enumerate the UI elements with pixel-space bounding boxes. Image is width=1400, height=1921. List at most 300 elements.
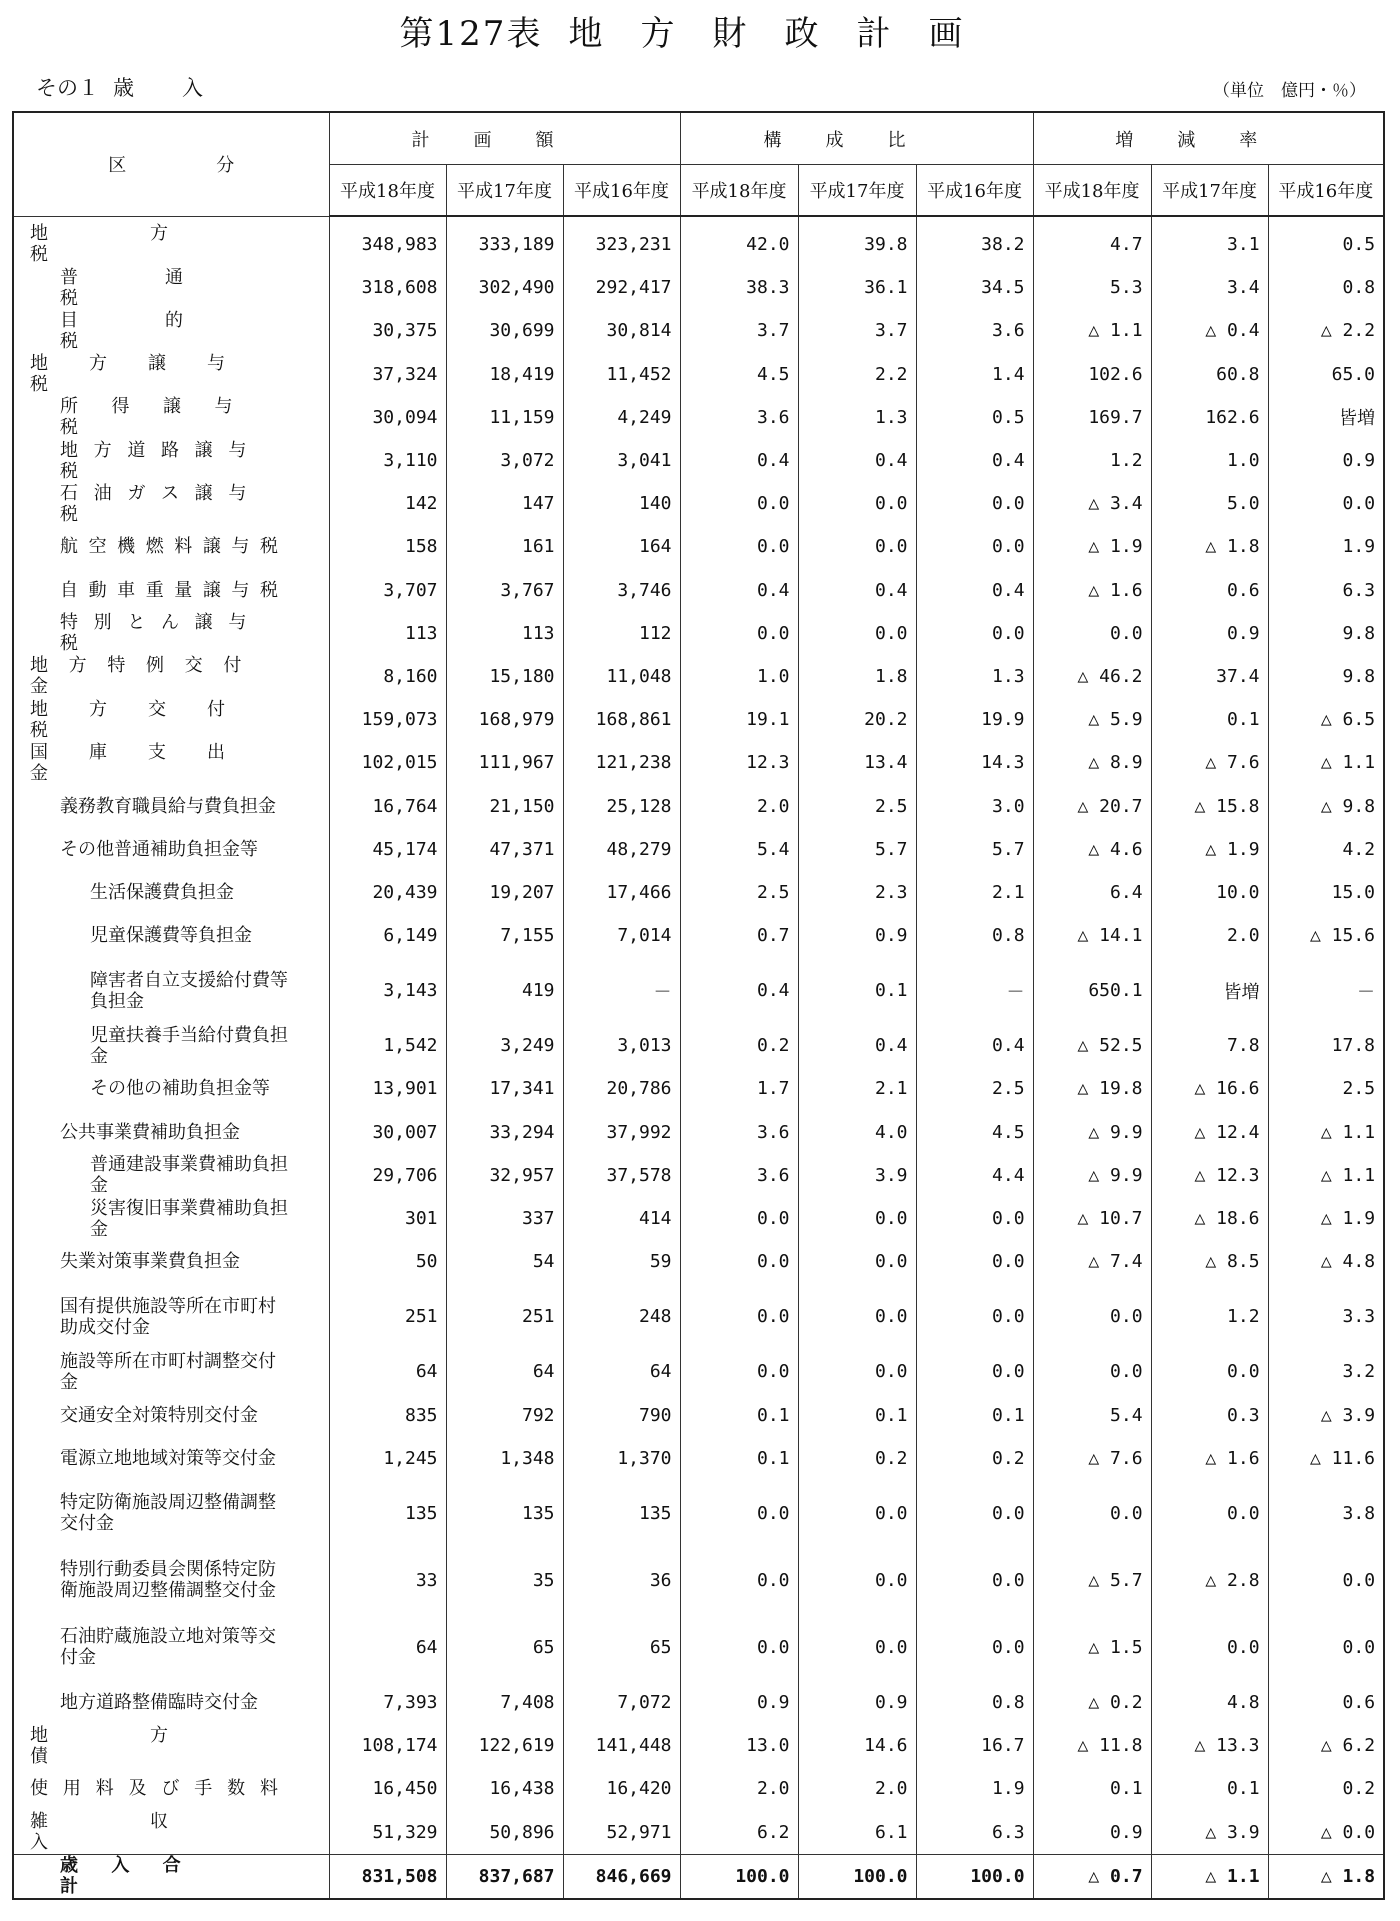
row-label-text: 特別行動委員会関係特定防衛施設周辺整備調整交付金 — [60, 1559, 276, 1602]
value-cell: △ 10.7 — [1033, 1197, 1151, 1240]
value-cell: 0.0 — [1268, 1547, 1384, 1614]
value-cell: 皆増 — [1151, 957, 1268, 1024]
value-cell: 0.0 — [916, 482, 1033, 525]
value-cell: 2.0 — [680, 784, 798, 827]
value-cell: △ 46.2 — [1033, 655, 1151, 698]
value-cell: 158 — [329, 525, 446, 568]
table-row — [13, 1681, 1384, 1724]
value-cell: 0.1 — [1151, 1767, 1268, 1810]
value-cell: 36.1 — [798, 266, 916, 309]
row-label-text: 普通建設事業費補助負担金 — [90, 1154, 288, 1197]
value-cell: 1.9 — [1268, 525, 1384, 568]
value-cell: 121,238 — [563, 741, 680, 784]
value-cell: 0.8 — [916, 1681, 1033, 1724]
value-cell: 0.0 — [916, 1240, 1033, 1283]
value-cell: 251 — [446, 1283, 563, 1350]
value-cell: 38.3 — [680, 266, 798, 309]
value-cell: 0.0 — [1033, 612, 1151, 655]
value-cell: 13,901 — [329, 1067, 446, 1110]
value-cell: 17,341 — [446, 1067, 563, 1110]
value-cell: 0.0 — [916, 1614, 1033, 1681]
value-cell: 337 — [446, 1197, 563, 1240]
row-label — [13, 309, 329, 352]
row-label-text: 交通安全対策特別交付金 — [60, 1404, 258, 1426]
value-cell: － — [1268, 957, 1384, 1024]
table-row — [13, 1437, 1384, 1480]
value-cell: 0.0 — [680, 1197, 798, 1240]
table-row — [13, 871, 1384, 914]
value-cell: 3,110 — [329, 439, 446, 482]
value-cell: 140 — [563, 482, 680, 525]
row-label — [13, 1767, 329, 1810]
row-label-text: 特別とん譲与税 — [60, 612, 262, 655]
value-cell: 0.4 — [680, 569, 798, 612]
value-cell: 4.5 — [680, 353, 798, 396]
value-cell: 0.5 — [916, 396, 1033, 439]
row-label-text: その他普通補助負担金等 — [60, 838, 258, 860]
value-cell: 0.0 — [798, 1197, 916, 1240]
value-cell: 3,072 — [446, 439, 563, 482]
value-cell: △ 5.7 — [1033, 1547, 1151, 1614]
row-label-text: その他の補助負担金等 — [90, 1078, 270, 1100]
table-row — [13, 439, 1384, 482]
value-cell: 16,438 — [446, 1767, 563, 1810]
table-row — [13, 396, 1384, 439]
value-cell: 5.7 — [916, 828, 1033, 871]
row-label — [13, 1480, 329, 1547]
value-cell: △ 7.6 — [1033, 1437, 1151, 1480]
table-row — [13, 1067, 1384, 1110]
value-cell: 0.0 — [680, 482, 798, 525]
value-cell: 9.8 — [1268, 612, 1384, 655]
value-cell: △ 1.1 — [1151, 1854, 1268, 1899]
value-cell: △ 0.4 — [1151, 309, 1268, 352]
table-row — [13, 1394, 1384, 1437]
value-cell: △ 4.6 — [1033, 828, 1151, 871]
row-label — [13, 655, 329, 698]
value-cell: △ 7.4 — [1033, 1240, 1151, 1283]
value-cell: 0.1 — [916, 1394, 1033, 1437]
table-row — [13, 1283, 1384, 1350]
value-cell: 0.0 — [1268, 1614, 1384, 1681]
value-cell: 0.0 — [1151, 1480, 1268, 1547]
value-cell: 2.5 — [1268, 1067, 1384, 1110]
row-label — [13, 1437, 329, 1480]
row-label — [13, 1197, 329, 1240]
value-cell: 318,608 — [329, 266, 446, 309]
value-cell: △ 3.9 — [1151, 1810, 1268, 1854]
value-cell: 6.3 — [1268, 569, 1384, 612]
header-year: 平成16年度 — [1268, 165, 1384, 217]
row-label-text: 児童扶養手当給付費負担金 — [90, 1024, 288, 1067]
value-cell: 7.8 — [1151, 1024, 1268, 1067]
value-cell: 1.2 — [1033, 439, 1151, 482]
row-label-text: 地方道路整備臨時交付金 — [60, 1691, 258, 1713]
value-cell: 248 — [563, 1283, 680, 1350]
value-cell: 0.4 — [798, 439, 916, 482]
header-year: 平成16年度 — [563, 165, 680, 217]
value-cell: 3,143 — [329, 957, 446, 1024]
header-year: 平成17年度 — [798, 165, 916, 217]
value-cell: 0.0 — [916, 612, 1033, 655]
value-cell: 792 — [446, 1394, 563, 1437]
value-cell: 5.7 — [798, 828, 916, 871]
value-cell: △ 6.5 — [1268, 698, 1384, 741]
value-cell: △ 8.9 — [1033, 741, 1151, 784]
table-row — [13, 482, 1384, 525]
value-cell: 0.4 — [916, 439, 1033, 482]
row-label — [13, 353, 329, 396]
value-cell: 100.0 — [916, 1854, 1033, 1899]
value-cell: 3,767 — [446, 569, 563, 612]
value-cell: 108,174 — [329, 1724, 446, 1767]
row-label-text: 歳入合計 — [60, 1855, 214, 1898]
value-cell: 16,450 — [329, 1767, 446, 1810]
value-cell: 0.7 — [680, 914, 798, 957]
value-cell: △ 9.8 — [1268, 784, 1384, 827]
value-cell: 301 — [329, 1197, 446, 1240]
value-cell: △ 1.8 — [1268, 1854, 1384, 1899]
value-cell: △ 1.1 — [1268, 741, 1384, 784]
row-label-text: 航空機燃料譲与税 — [60, 536, 289, 558]
value-cell: △ 0.2 — [1033, 1681, 1151, 1724]
value-cell: △ 9.9 — [1033, 1154, 1151, 1197]
value-cell: 65 — [446, 1614, 563, 1681]
value-cell: 4,249 — [563, 396, 680, 439]
value-cell: △ 11.6 — [1268, 1437, 1384, 1480]
value-cell: 9.8 — [1268, 655, 1384, 698]
value-cell: 0.9 — [1151, 612, 1268, 655]
value-cell: △ 1.9 — [1033, 525, 1151, 568]
value-cell: 30,375 — [329, 309, 446, 352]
value-cell: 皆増 — [1268, 396, 1384, 439]
value-cell: 0.8 — [916, 914, 1033, 957]
value-cell: 47,371 — [446, 828, 563, 871]
value-cell: 0.1 — [1033, 1767, 1151, 1810]
value-cell: 790 — [563, 1394, 680, 1437]
value-cell: 0.6 — [1268, 1681, 1384, 1724]
value-cell: 112 — [563, 612, 680, 655]
value-cell: 10.0 — [1151, 871, 1268, 914]
value-cell: 0.2 — [916, 1437, 1033, 1480]
table-row — [13, 1024, 1384, 1067]
value-cell: 4.4 — [916, 1154, 1033, 1197]
row-label-text: 地方債 — [30, 1724, 270, 1767]
value-cell: 7,014 — [563, 914, 680, 957]
value-cell: 414 — [563, 1197, 680, 1240]
value-cell: 100.0 — [798, 1854, 916, 1899]
value-cell: △ 6.2 — [1268, 1724, 1384, 1767]
value-cell: 17,466 — [563, 871, 680, 914]
table-row — [13, 1480, 1384, 1547]
value-cell: 37.4 — [1151, 655, 1268, 698]
table-row — [13, 655, 1384, 698]
value-cell: 0.3 — [1151, 1394, 1268, 1437]
table-row — [13, 784, 1384, 827]
value-cell: 45,174 — [329, 828, 446, 871]
value-cell: 0.4 — [680, 957, 798, 1024]
value-cell: △ 2.2 — [1268, 309, 1384, 352]
value-cell: △ 12.4 — [1151, 1111, 1268, 1154]
value-cell: 650.1 — [1033, 957, 1151, 1024]
row-label-text: 地方譲与税 — [30, 353, 266, 396]
value-cell: 0.2 — [1268, 1767, 1384, 1810]
row-label-text: 災害復旧事業費補助負担金 — [90, 1197, 288, 1240]
value-cell: 0.0 — [1268, 482, 1384, 525]
value-cell: 2.5 — [680, 871, 798, 914]
value-cell: 251 — [329, 1283, 446, 1350]
value-cell: 0.9 — [1033, 1810, 1151, 1854]
table-row — [13, 828, 1384, 871]
table-row — [13, 1111, 1384, 1154]
value-cell: 113 — [446, 612, 563, 655]
value-cell: 292,417 — [563, 266, 680, 309]
header-year: 平成18年度 — [1033, 165, 1151, 217]
value-cell: △ 1.6 — [1033, 569, 1151, 612]
value-cell: 11,048 — [563, 655, 680, 698]
row-label — [13, 1240, 329, 1283]
value-cell: 4.0 — [798, 1111, 916, 1154]
value-cell: 5.3 — [1033, 266, 1151, 309]
row-label-text: 公共事業費補助負担金 — [60, 1121, 240, 1143]
row-label-text: 地方税 — [30, 223, 270, 266]
value-cell: 59 — [563, 1240, 680, 1283]
value-cell: 0.0 — [680, 1480, 798, 1547]
value-cell: 37,324 — [329, 353, 446, 396]
row-label — [13, 396, 329, 439]
value-cell: 0.1 — [1151, 698, 1268, 741]
value-cell: 0.0 — [798, 1547, 916, 1614]
value-cell: 0.0 — [798, 612, 916, 655]
row-label — [13, 1111, 329, 1154]
value-cell: 6.4 — [1033, 871, 1151, 914]
section-part: その１ — [36, 76, 99, 100]
value-cell: 0.0 — [680, 1283, 798, 1350]
header-year: 平成17年度 — [446, 165, 563, 217]
value-cell: 0.9 — [798, 914, 916, 957]
value-cell: 60.8 — [1151, 353, 1268, 396]
value-cell: 0.4 — [916, 569, 1033, 612]
value-cell: 7,408 — [446, 1681, 563, 1724]
value-cell: 0.0 — [798, 1480, 916, 1547]
value-cell: 0.0 — [916, 1480, 1033, 1547]
value-cell: 835 — [329, 1394, 446, 1437]
value-cell: 3,746 — [563, 569, 680, 612]
value-cell: 3.4 — [1151, 266, 1268, 309]
value-cell: 135 — [329, 1480, 446, 1547]
value-cell: 1.0 — [680, 655, 798, 698]
value-cell: 2.1 — [916, 871, 1033, 914]
row-label — [13, 569, 329, 612]
value-cell: 42.0 — [680, 216, 798, 266]
value-cell: 0.0 — [1151, 1350, 1268, 1393]
value-cell: △ 16.6 — [1151, 1067, 1268, 1110]
value-cell: 161 — [446, 525, 563, 568]
value-cell: 0.0 — [916, 1283, 1033, 1350]
row-label-text: 普通税 — [60, 266, 270, 309]
value-cell: 100.0 — [680, 1854, 798, 1899]
value-cell: 33,294 — [446, 1111, 563, 1154]
row-label — [13, 1810, 329, 1854]
value-cell: 64 — [446, 1350, 563, 1393]
value-cell: 18,419 — [446, 353, 563, 396]
value-cell: △ 20.7 — [1033, 784, 1151, 827]
value-cell: 142 — [329, 482, 446, 525]
value-cell: 169.7 — [1033, 396, 1151, 439]
value-cell: 6,149 — [329, 914, 446, 957]
row-label-text: 電源立地地域対策等交付金 — [60, 1447, 276, 1469]
value-cell: 12.3 — [680, 741, 798, 784]
value-cell: △ 12.3 — [1151, 1154, 1268, 1197]
header-group-change-rate: 増減率 — [1033, 112, 1384, 165]
row-label-text: 雑収入 — [30, 1811, 270, 1854]
value-cell: 147 — [446, 482, 563, 525]
value-cell: 1.4 — [916, 353, 1033, 396]
value-cell: 34.5 — [916, 266, 1033, 309]
value-cell: 13.4 — [798, 741, 916, 784]
value-cell: 5.0 — [1151, 482, 1268, 525]
total-row — [13, 1854, 1384, 1899]
value-cell: 0.2 — [798, 1437, 916, 1480]
value-cell: 4.7 — [1033, 216, 1151, 266]
value-cell: 837,687 — [446, 1854, 563, 1899]
value-cell: 3.1 — [1151, 216, 1268, 266]
value-cell: 19.1 — [680, 698, 798, 741]
value-cell: 0.0 — [798, 525, 916, 568]
value-cell: △ 18.6 — [1151, 1197, 1268, 1240]
value-cell: 3.8 — [1268, 1480, 1384, 1547]
value-cell: 37,992 — [563, 1111, 680, 1154]
value-cell: 3.2 — [1268, 1350, 1384, 1393]
value-cell: 16,764 — [329, 784, 446, 827]
value-cell: 20,786 — [563, 1067, 680, 1110]
row-label-text: 使用料及び手数料 — [30, 1778, 293, 1800]
row-label-text: 石油貯蔵施設立地対策等交付金 — [60, 1626, 276, 1669]
value-cell: 1,245 — [329, 1437, 446, 1480]
value-cell: △ 52.5 — [1033, 1024, 1151, 1067]
value-cell: 65.0 — [1268, 353, 1384, 396]
value-cell: 50 — [329, 1240, 446, 1283]
value-cell: 2.5 — [798, 784, 916, 827]
table-row — [13, 1724, 1384, 1767]
value-cell: 7,072 — [563, 1681, 680, 1724]
row-label-text: 施設等所在市町村調整交付金 — [60, 1350, 276, 1393]
value-cell: 38.2 — [916, 216, 1033, 266]
value-cell: △ 14.1 — [1033, 914, 1151, 957]
value-cell: 141,448 — [563, 1724, 680, 1767]
value-cell: 1.0 — [1151, 439, 1268, 482]
row-label-text: 石油ガス譲与税 — [60, 482, 262, 525]
unit-note: （単位 億円・％） — [1213, 81, 1366, 101]
value-cell: 0.0 — [916, 1197, 1033, 1240]
value-cell: 6.2 — [680, 1810, 798, 1854]
value-cell: 30,007 — [329, 1111, 446, 1154]
value-cell: 0.0 — [916, 1547, 1033, 1614]
value-cell: △ 1.1 — [1268, 1111, 1384, 1154]
value-cell: 36 — [563, 1547, 680, 1614]
value-cell: 0.4 — [916, 1024, 1033, 1067]
value-cell: 0.0 — [798, 1240, 916, 1283]
value-cell: △ 8.5 — [1151, 1240, 1268, 1283]
value-cell: 64 — [329, 1350, 446, 1393]
value-cell: 17.8 — [1268, 1024, 1384, 1067]
value-cell: 168,979 — [446, 698, 563, 741]
value-cell: 3.0 — [916, 784, 1033, 827]
value-cell: 0.0 — [1151, 1614, 1268, 1681]
value-cell: 0.0 — [680, 1614, 798, 1681]
value-cell: 16.7 — [916, 1724, 1033, 1767]
row-label — [13, 216, 329, 266]
value-cell: 0.1 — [798, 1394, 916, 1437]
value-cell: 30,094 — [329, 396, 446, 439]
value-cell: 0.0 — [1033, 1350, 1151, 1393]
value-cell: △ 1.5 — [1033, 1614, 1151, 1681]
value-cell: 159,073 — [329, 698, 446, 741]
row-label-text: 地方特例交付金 — [30, 655, 262, 698]
row-label — [13, 1724, 329, 1767]
row-label — [13, 1154, 329, 1197]
row-label — [13, 1350, 329, 1393]
value-cell: 4.2 — [1268, 828, 1384, 871]
value-cell: △ 0.7 — [1033, 1854, 1151, 1899]
value-cell: 19.9 — [916, 698, 1033, 741]
value-cell: 33 — [329, 1547, 446, 1614]
value-cell: 2.0 — [680, 1767, 798, 1810]
row-label-text: 障害者自立支援給付費等負担金 — [90, 969, 288, 1012]
value-cell: 11,159 — [446, 396, 563, 439]
value-cell: 14.6 — [798, 1724, 916, 1767]
value-cell: 3.6 — [680, 396, 798, 439]
value-cell: 19,207 — [446, 871, 563, 914]
value-cell: 333,189 — [446, 216, 563, 266]
revenue-table — [12, 111, 1385, 1900]
table-name: 地方財政計画 — [568, 14, 1001, 54]
table-row — [13, 1197, 1384, 1240]
value-cell: 3.7 — [798, 309, 916, 352]
table-row — [13, 914, 1384, 957]
value-cell: 13.0 — [680, 1724, 798, 1767]
value-cell: 64 — [563, 1350, 680, 1393]
row-label-text: 生活保護費負担金 — [90, 881, 234, 903]
header-group-composition: 構成比 — [680, 112, 1033, 165]
row-label — [13, 1394, 329, 1437]
value-cell: 2.2 — [798, 353, 916, 396]
value-cell: 0.0 — [916, 1350, 1033, 1393]
value-cell: 2.0 — [798, 1767, 916, 1810]
header-year: 平成17年度 — [1151, 165, 1268, 217]
value-cell: 135 — [446, 1480, 563, 1547]
value-cell: － — [916, 957, 1033, 1024]
value-cell: 20.2 — [798, 698, 916, 741]
row-label — [13, 741, 329, 784]
value-cell: 1.9 — [916, 1767, 1033, 1810]
value-cell: 37,578 — [563, 1154, 680, 1197]
table-row — [13, 1240, 1384, 1283]
value-cell: 0.8 — [1268, 266, 1384, 309]
row-label — [13, 784, 329, 827]
value-cell: △ 13.3 — [1151, 1724, 1268, 1767]
value-cell: △ 1.1 — [1033, 309, 1151, 352]
table-row — [13, 1614, 1384, 1681]
value-cell: △ 3.4 — [1033, 482, 1151, 525]
value-cell: 0.0 — [1033, 1480, 1151, 1547]
value-cell: 30,814 — [563, 309, 680, 352]
value-cell: 15,180 — [446, 655, 563, 698]
value-cell: 0.0 — [680, 1240, 798, 1283]
value-cell: 35 — [446, 1547, 563, 1614]
value-cell: 0.9 — [680, 1681, 798, 1724]
value-cell: 164 — [563, 525, 680, 568]
